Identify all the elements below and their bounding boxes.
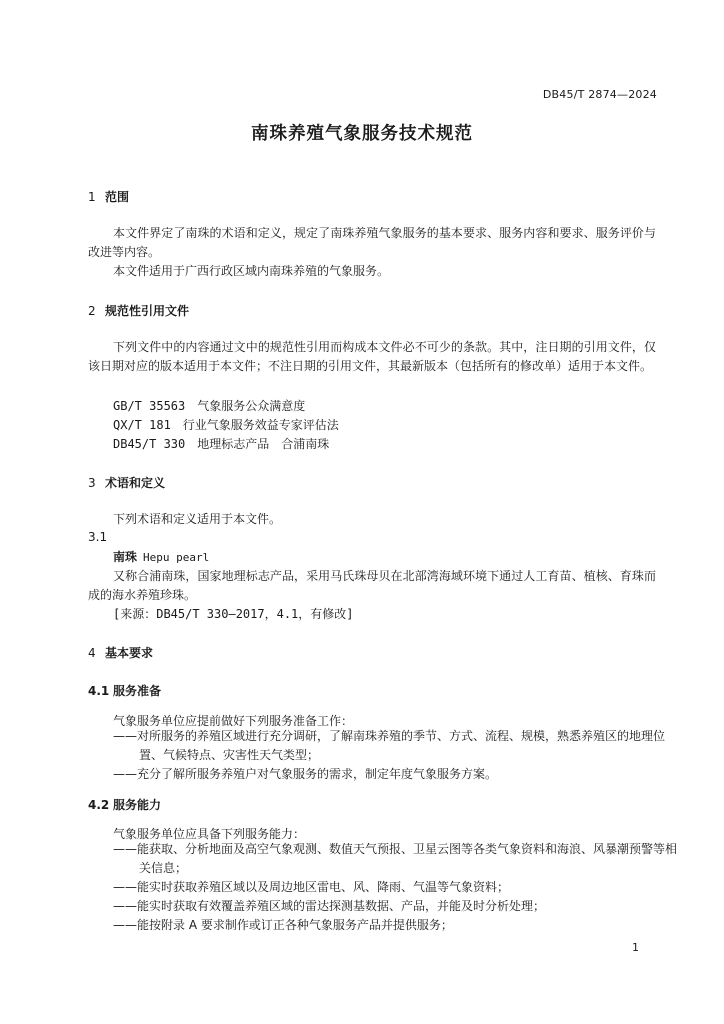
subsection-4-2-heading	[88, 796, 161, 813]
section-title: 范围	[105, 190, 130, 204]
list-item: ——能按附录 A 要求制作或订正各种气象服务产品并提供服务；	[113, 918, 453, 932]
term-source: [来源：DB45/T 330—2017，4.1，有修改]	[113, 607, 354, 621]
subsection-title: 服务能力	[113, 798, 162, 812]
term-english: Hepu pearl	[143, 551, 210, 564]
list-item: ——能实时获取养殖区域以及周边地区雷电、风、降雨、气温等气象资料；	[113, 880, 510, 894]
section-number: 2	[88, 304, 96, 318]
reference-item: GB/T 35563 气象服务公众满意度	[113, 399, 306, 413]
section-1-paragraph-2: 本文件适用于广西行政区域内南珠养殖的气象服务。	[113, 264, 390, 278]
section-1-paragraph-1: 本文件界定了南珠的术语和定义，规定了南珠养殖气象服务的基本要求、服务内容和要求、服务评价与改进等内容。	[88, 226, 656, 259]
term-number: 3.1	[88, 530, 108, 544]
section-title: 规范性引用文件	[105, 304, 190, 318]
list-item: ——能获取、分析地面及高空气象观测、数值天气预报、卫星云图等各类气象资料和海浪、风暴潮预警等相关信息；	[113, 842, 678, 875]
list-item: ——能实时获取有效覆盖养殖区域的雷达探测基数据、产品，并能及时分析处理；	[113, 899, 546, 913]
page-number: 1	[632, 941, 639, 954]
section-number: 4	[88, 646, 96, 660]
subsection-4-1-heading	[88, 682, 161, 699]
section-3-heading	[88, 474, 165, 491]
term-name	[113, 548, 209, 565]
section-title: 基本要求	[105, 646, 154, 660]
subsection-title: 服务准备	[113, 684, 162, 698]
subsection-number: 4.2	[88, 798, 110, 812]
term-chinese: 南珠	[113, 550, 138, 564]
list-item: ——对所服务的养殖区域进行充分调研，了解南珠养殖的季节、方式、流程、规模，熟悉养殖区的地理位置、气候特点、灾害性天气类型；	[113, 729, 666, 762]
subsection-4-2-intro: 气象服务单位应具备下列服务能力：	[113, 827, 306, 841]
section-4-heading	[88, 644, 153, 661]
standard-code: DB45/T 2874—2024	[542, 88, 657, 101]
reference-item: DB45/T 330 地理标志产品 合浦南珠	[113, 437, 330, 451]
section-title: 术语和定义	[105, 476, 166, 490]
term-definition: 又称合浦南珠，国家地理标志产品，采用马氏珠母贝在北部湾海域环境下通过人工育苗、植核、育珠而成的海水养殖珍珠。	[88, 569, 656, 602]
reference-item: QX/T 181 行业气象服务效益专家评估法	[113, 418, 339, 432]
list-item: ——充分了解所服务养殖户对气象服务的需求，制定年度气象服务方案。	[113, 767, 498, 781]
section-3-paragraph-1: 下列术语和定义适用于本文件。	[113, 512, 282, 526]
document-title: 南珠养殖气象服务技术规范	[251, 124, 473, 144]
subsection-number: 4.1	[88, 684, 110, 698]
section-2-heading	[88, 302, 189, 319]
section-number: 3	[88, 476, 96, 490]
section-2-paragraph-1: 下列文件中的内容通过文中的规范性引用而构成本文件必不可少的条款。其中，注日期的引用文件，仅该日期对应的版本适用于本文件；不注日期的引用文件，其最新版本（包括所有的修改单）适用于本文件。	[88, 340, 656, 373]
section-number: 1	[88, 190, 96, 204]
section-1-heading	[88, 188, 129, 205]
subsection-4-1-intro: 气象服务单位应提前做好下列服务准备工作：	[113, 714, 354, 728]
